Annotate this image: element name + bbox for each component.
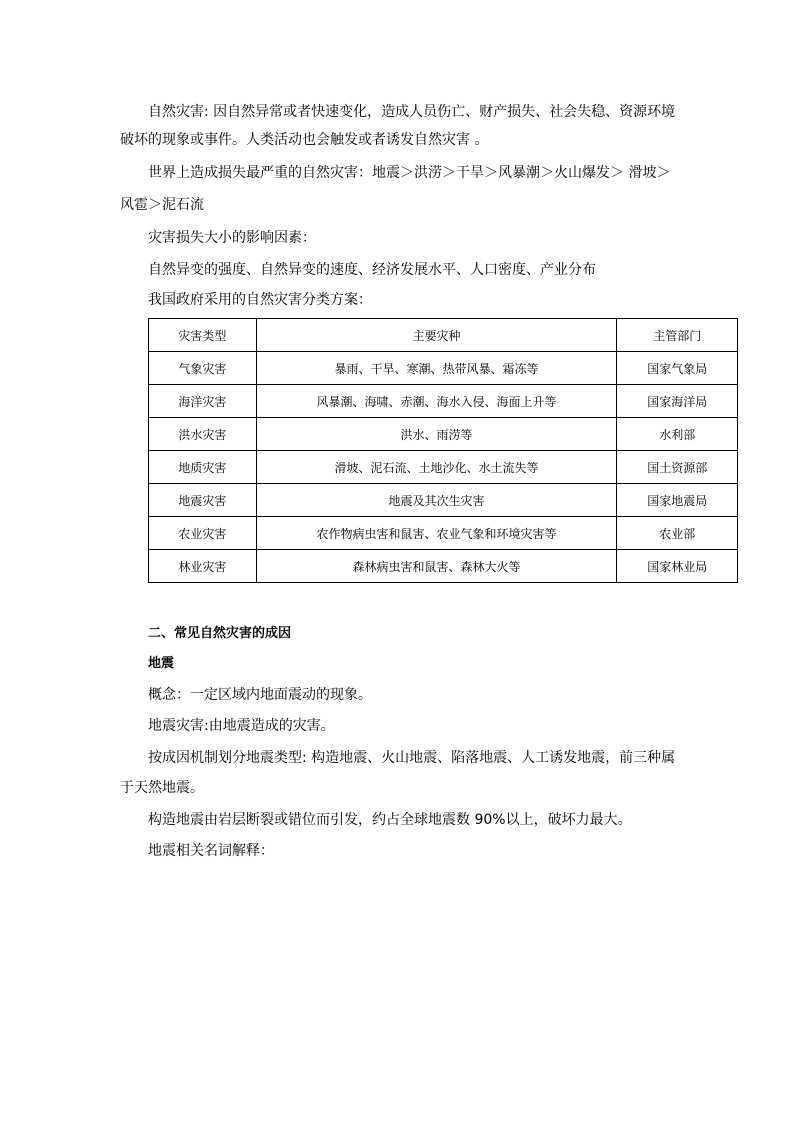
- table-row: [149, 484, 738, 517]
- table-row: [149, 550, 738, 583]
- cell-hazards: 森林病虫害和鼠害、森林大火等: [256, 550, 617, 583]
- cell-hazards: 滑坡、泥石流、土地沙化、水土流失等: [256, 451, 617, 484]
- cell-department: 国家海洋局: [617, 385, 738, 418]
- table-row: [149, 418, 738, 451]
- cell-type: 地震灾害: [149, 484, 257, 517]
- cell-type: 地质灾害: [149, 451, 257, 484]
- table-row: [149, 385, 738, 418]
- paragraph-earthquake-disaster: 地震灾害:由地震造成的灾害。: [148, 718, 335, 734]
- column-header-department: 主管部门: [617, 319, 738, 352]
- disaster-classification-table: [148, 318, 738, 583]
- table-row: [149, 517, 738, 550]
- paragraph-tectonic: 构造地震由岩层断裂或错位而引发，约占全球地震数 90%以上，破坏力最大。: [148, 812, 632, 828]
- paragraph-classification-intro: 我国政府采用的自然灾害分类方案：: [148, 292, 372, 308]
- paragraph-types-line2: 于天然地震。: [120, 780, 204, 796]
- paragraph-types-line1: 按成因机制划分地震类型: 构造地震、火山地震、陷落地震、人工诱发地震，前三种属: [148, 750, 676, 766]
- table-header-row: [149, 319, 738, 352]
- cell-type: 洪水灾害: [149, 418, 257, 451]
- cell-department: 国土资源部: [617, 451, 738, 484]
- cell-department: 水利部: [617, 418, 738, 451]
- column-header-main-hazards: 主要灾种: [256, 319, 617, 352]
- cell-type: 气象灾害: [149, 352, 257, 385]
- column-header-type: 灾害类型: [149, 319, 257, 352]
- cell-type: 林业灾害: [149, 550, 257, 583]
- paragraph-concept: 概念：一定区域内地面震动的现象。: [148, 687, 372, 703]
- table-row: [149, 451, 738, 484]
- cell-hazards: 地震及其次生灾害: [256, 484, 617, 517]
- cell-department: 国家林业局: [617, 550, 738, 583]
- cell-department: 国家气象局: [617, 352, 738, 385]
- paragraph-factors-heading: 灾害损失大小的影响因素：: [148, 230, 316, 246]
- cell-hazards: 风暴潮、海啸、赤潮、海水入侵、海面上升等: [256, 385, 617, 418]
- paragraph-factors-list: 自然异变的强度、自然异变的速度、经济发展水平、人口密度、产业分布: [148, 262, 596, 278]
- cell-department: 农业部: [617, 517, 738, 550]
- cell-department: 国家地震局: [617, 484, 738, 517]
- section-heading: 二、常见自然灾害的成因: [148, 626, 292, 641]
- cell-type: 农业灾害: [149, 517, 257, 550]
- section-subheading: 地震: [148, 656, 175, 671]
- cell-hazards: 洪水、雨涝等: [256, 418, 617, 451]
- paragraph-definition-line2: 破坏的现象或事件。人类活动也会触发或者诱发自然灾害 。: [120, 132, 489, 148]
- paragraph-definition-line1: 自然灾害: 因自然异常或者快速变化，造成人员伤亡、财产损失、社会失稳、资源环境: [148, 104, 676, 120]
- paragraph-terms-heading: 地震相关名词解释：: [148, 843, 274, 859]
- cell-type: 海洋灾害: [149, 385, 257, 418]
- table-row: [149, 352, 738, 385]
- cell-hazards: 农作物病虫害和鼠害、农业气象和环境灾害等: [256, 517, 617, 550]
- cell-hazards: 暴雨、干旱、寒潮、热带风暴、霜冻等: [256, 352, 617, 385]
- paragraph-ranking-line1: 世界上造成损失最严重的自然灾害：地震＞洪涝＞干旱＞风暴潮＞火山爆发＞ 滑坡＞: [148, 165, 671, 181]
- paragraph-ranking-line2: 风雹＞泥石流: [120, 197, 204, 213]
